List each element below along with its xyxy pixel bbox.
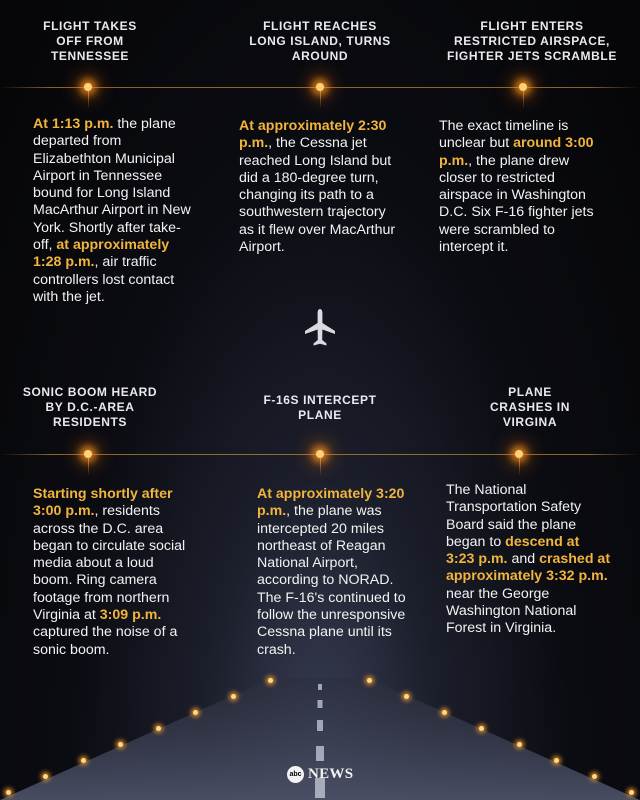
heading-line: CRASHES IN — [489, 400, 570, 414]
runway-light — [156, 726, 161, 731]
timeline-dot — [84, 450, 92, 458]
body-text: , air traffic controllers lost contact with the jet. — [33, 254, 175, 305]
heading-line: FLIGHT ENTERS — [480, 19, 584, 33]
highlighted-time: 3:09 p.m. — [99, 607, 162, 624]
body-text: The National Transportation Safety Board said the plane began to — [446, 482, 582, 550]
runway-light — [629, 790, 634, 795]
body-text: and — [507, 551, 540, 568]
panel-6-text — [446, 482, 611, 638]
timeline-dot — [316, 450, 324, 458]
panel-2-heading — [235, 19, 405, 64]
panel-5-heading — [240, 393, 400, 423]
body-text: , residents across the D.C. area began to circulate social media about a loud boom. Ring camera footage from northern Virginia at — [33, 503, 186, 624]
panel-5-text — [257, 486, 412, 659]
heading-line: RESIDENTS — [52, 415, 128, 429]
heading-line: PLANE — [298, 408, 342, 422]
timeline-dot — [316, 83, 324, 91]
heading-line: TENNESSEE — [50, 49, 130, 63]
highlighted-time: crashed at approximately 3:32 p.m. — [446, 551, 611, 585]
heading-line: RESTRICTED AIRSPACE, — [453, 34, 610, 48]
runway-light — [442, 710, 447, 715]
panel-4-text — [33, 486, 193, 659]
heading-line: OFF FROM — [56, 34, 124, 48]
timeline-dot — [84, 83, 92, 91]
highlighted-time: Starting shortly after 3:00 p.m. — [33, 486, 173, 520]
panel-3-heading — [443, 19, 621, 64]
heading-line: F-16S INTERCEPT — [263, 393, 377, 407]
heading-line: BY D.C.-AREA — [45, 400, 135, 414]
abc-logo-mark: abc — [287, 766, 304, 783]
body-text: The exact timeline is unclear but — [439, 118, 569, 152]
body-text: , the Cessna jet reached Long Island but did a 180-degree turn, changing its path to a southwestern trajectory as it flew over MacArthur Airport. — [239, 135, 396, 256]
heading-line: LONG ISLAND, TURNS — [249, 34, 391, 48]
body-text: , the plane drew closer to restricted airspace in Washington D.C. Six F-16 fighter jets were scrambled to intercept it. — [439, 152, 594, 256]
runway-light — [517, 742, 522, 747]
panel-2-text — [239, 118, 403, 256]
heading-line: FLIGHT TAKES — [43, 19, 137, 33]
runway-light — [367, 678, 372, 683]
highlighted-time: At 1:13 p.m. — [33, 116, 114, 132]
timeline-dot — [519, 83, 527, 91]
highlighted-time: At approximately 3:20 p.m. — [257, 486, 405, 520]
airplane-icon — [303, 307, 337, 351]
panel-3-text — [439, 118, 607, 256]
runway-light — [6, 790, 11, 795]
highlighted-time: at approximately 1:28 p.m. — [33, 237, 170, 271]
heading-line: AROUND — [291, 49, 349, 63]
runway-light — [231, 694, 236, 699]
runway-light — [81, 758, 86, 763]
heading-line: FIGHTER JETS SCRAMBLE — [447, 49, 617, 63]
panel-6-heading — [455, 385, 605, 430]
runway-light — [592, 774, 597, 779]
heading-line: SONIC BOOM HEARD — [22, 385, 158, 399]
highlighted-time: around 3:00 p.m. — [439, 135, 594, 169]
runway-light — [268, 678, 273, 683]
abc-news-logo — [287, 766, 353, 783]
panel-1-text — [33, 116, 191, 306]
timeline-dot — [515, 450, 523, 458]
news-wordmark: NEWS — [308, 766, 354, 782]
heading-line: PLANE — [508, 385, 552, 399]
body-text: , the plane was intercepted 20 miles northeast of Reagan National Airport, according to NORAD. The F-16's continued to follow the unresponsive Cessna plane until its crash. — [257, 503, 406, 658]
body-text: near the George Washington National Forest in Virginia. — [446, 585, 577, 637]
panel-4-heading — [10, 385, 170, 430]
highlighted-time: descend at 3:23 p.m. — [446, 533, 580, 568]
body-text: captured the noise of a sonic boom. — [33, 624, 178, 658]
panel-1-heading — [15, 19, 165, 64]
body-text: the plane departed from Elizabethton Municipal Airport in Tennessee bound for Long Island MacArthur Airport in New York. Shortly after take-off, — [33, 116, 191, 254]
heading-line: VIRGINA — [502, 415, 558, 429]
heading-line: FLIGHT REACHES — [263, 19, 377, 33]
highlighted-time: At approximately 2:30 p.m. — [239, 118, 387, 152]
